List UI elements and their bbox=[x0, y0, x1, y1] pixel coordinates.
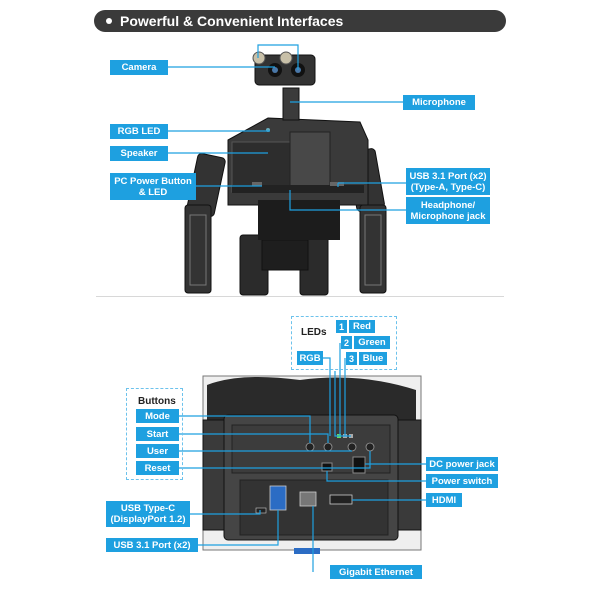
led-number-1: 1 bbox=[336, 320, 347, 333]
rgb-led-indicator-label: RGB bbox=[297, 351, 323, 365]
speaker-label: Speaker bbox=[110, 146, 168, 161]
usb31-x2-label: USB 3.1 Port (x2) bbox=[106, 538, 198, 552]
dc-power-jack-label: DC power jack bbox=[426, 457, 498, 471]
led-number-3: 3 bbox=[346, 352, 357, 365]
led-blue-label: Blue bbox=[359, 352, 387, 365]
led-red-label: Red bbox=[349, 320, 375, 333]
start-button-label: Start bbox=[136, 427, 179, 441]
pc-power-label: PC Power Button & LED bbox=[110, 173, 196, 200]
led-green-label: Green bbox=[354, 336, 390, 349]
usb31-typea-typec-label: USB 3.1 Port (x2) (Type-A, Type-C) bbox=[406, 168, 490, 195]
microphone-label: Microphone bbox=[403, 95, 475, 110]
reset-button-label: Reset bbox=[136, 461, 179, 475]
mode-button-label: Mode bbox=[136, 409, 179, 423]
camera-label: Camera bbox=[110, 60, 168, 75]
gigabit-ethernet-label: Gigabit Ethernet bbox=[330, 565, 422, 579]
led-number-2: 2 bbox=[341, 336, 352, 349]
user-button-label: User bbox=[136, 444, 179, 458]
page-title: Powerful & Convenient Interfaces bbox=[120, 13, 344, 29]
rgb-led-label: RGB LED bbox=[110, 124, 168, 139]
leds-title: LEDs bbox=[301, 327, 327, 338]
hdmi-label: HDMI bbox=[426, 493, 462, 507]
buttons-title: Buttons bbox=[138, 396, 176, 407]
headphone-jack-label: Headphone/ Microphone jack bbox=[406, 197, 490, 224]
power-switch-label: Power switch bbox=[426, 474, 498, 488]
usb-typec-label: USB Type-C (DisplayPort 1.2) bbox=[106, 501, 190, 527]
